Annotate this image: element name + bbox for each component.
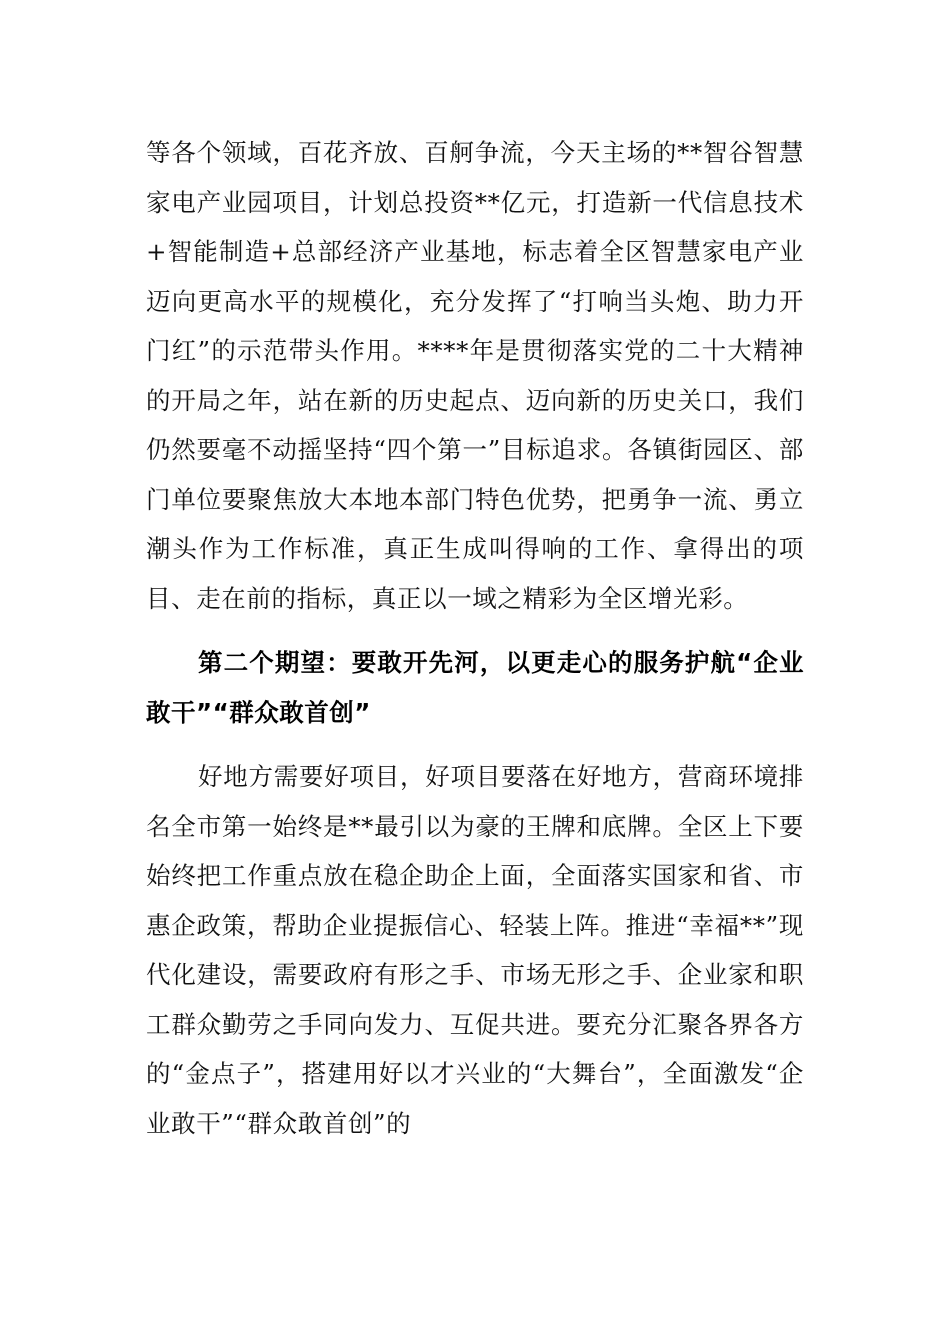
document-body — [146, 128, 804, 1148]
section-heading-second-expectation: 第二个期望：要敢开先河，以更走心的服务护航“企业敢干”“群众敢首创” — [146, 648, 804, 727]
body-paragraph-1: 等各个领域，百花齐放、百舸争流，今天主场的**智谷智慧家电产业园项目，计划总投资**亿元，打造新一代信息技术+智能制造+总部经济产业基地，标志着全区智慧家电产业迈向更高水平的规模化，充分发挥了“打响当头炮、助力开门红”的示范带头作用。****年是贯彻落实党的二十大精神的开局之年，站在新的历史起点、迈向新的历史关口，我们仍然要毫不动摇坚持“四个第一”目标追求。各镇街园区、部门单位要聚焦放大本地本部门特色优势，把勇争一流、勇立潮头作为工作标准，真正生成叫得响的工作、拿得出的项目、走在前的指标，真正以一域之精彩为全区增光彩。 — [146, 138, 804, 613]
body-paragraph-2: 好地方需要好项目，好项目要落在好地方，营商环境排名全市第一始终是**最引以为豪的王牌和底牌。全区上下要始终把工作重点放在稳企助企上面，全面落实国家和省、市惠企政策，帮助企业提振信心、轻装上阵。推进“幸福**”现代化建设，需要政府有形之手、市场无形之手、企业家和职工群众勤劳之手同向发力、互促共进。要充分汇聚各界各方的“金点子”，搭建用好以才兴业的“大舞台”，全面激发“企业敢干”“群众敢首创”的 — [146, 762, 804, 1138]
